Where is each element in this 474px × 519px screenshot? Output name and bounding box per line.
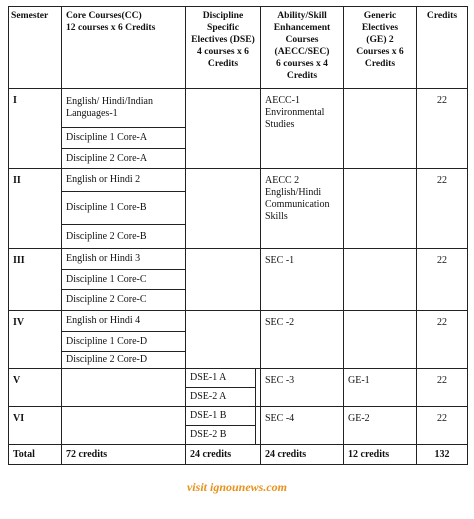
table-row — [9, 249, 468, 311]
dse-course: DSE-2 B — [186, 425, 256, 444]
dse-cell — [186, 89, 261, 169]
core-course: English or Hindi 2 — [66, 174, 141, 185]
header-credits: Credits — [417, 7, 468, 89]
credits-cell: 22 — [417, 249, 468, 311]
dse-course: DSE-1 A — [186, 369, 256, 387]
table-row — [9, 169, 468, 249]
table-row — [9, 407, 468, 445]
dse-cell — [186, 407, 261, 445]
core-course: Discipline 2 Core-C — [62, 289, 185, 310]
core-course: Discipline 1 Core-D — [62, 331, 185, 351]
table-row — [9, 311, 468, 369]
dse-cell — [186, 169, 261, 249]
aecc-cell: AECC 2 English/Hindi Communication Skills — [261, 169, 344, 249]
semester-cell: I — [9, 89, 62, 169]
header-aecc: Ability/Skill Enhancement Courses (AECC/SEC) 6 courses x 4 Credits — [261, 7, 344, 89]
total-row — [9, 445, 468, 465]
aecc-cell: AECC-1 Environmental Studies — [261, 89, 344, 169]
core-cell — [62, 407, 186, 445]
credits-cell: 22 — [417, 89, 468, 169]
course-structure-table — [8, 6, 468, 465]
credits-cell: 22 — [417, 369, 468, 407]
header-dse: Discipline Specific Electives (DSE) 4 courses x 6 Credits — [186, 7, 261, 89]
dse-cell — [186, 249, 261, 311]
core-course: Discipline 1 Core-C — [62, 269, 185, 289]
ge-cell — [344, 249, 417, 311]
core-course: English or Hindi 3 — [66, 253, 141, 264]
header-core: Core Courses(CC) 12 courses x 6 Credits — [62, 7, 186, 89]
semester-cell: III — [9, 249, 62, 311]
core-cell — [62, 311, 186, 369]
total-ge: 12 credits — [344, 445, 417, 465]
total-credits: 132 — [417, 445, 468, 465]
credits-cell: 22 — [417, 169, 468, 249]
footer-watermark: visit ignounews.com — [186, 480, 287, 494]
credits-cell: 22 — [417, 311, 468, 369]
aecc-cell: SEC -1 — [261, 249, 344, 311]
header-ge: Generic Electives (GE) 2 Courses x 6 Credits — [344, 7, 417, 89]
header-row — [9, 7, 468, 89]
semester-cell: II — [9, 169, 62, 249]
dse-course: DSE-2 A — [186, 387, 256, 406]
table-row — [9, 369, 468, 407]
core-cell — [62, 369, 186, 407]
ge-cell — [344, 311, 417, 369]
core-course: Discipline 2 Core-B — [62, 224, 185, 248]
ge-cell — [344, 89, 417, 169]
aecc-cell: SEC -2 — [261, 311, 344, 369]
semester-cell: IV — [9, 311, 62, 369]
total-dse: 24 credits — [186, 445, 261, 465]
dse-course: DSE-1 B — [186, 407, 256, 425]
aecc-cell: SEC -3 — [261, 369, 344, 407]
core-course: English or Hindi 4 — [66, 315, 141, 326]
core-cell — [62, 169, 186, 249]
core-cell — [62, 89, 186, 169]
credits-cell: 22 — [417, 407, 468, 445]
dse-cell — [186, 311, 261, 369]
total-aecc: 24 credits — [261, 445, 344, 465]
core-course: Discipline 2 Core-A — [62, 148, 185, 168]
aecc-cell: SEC -4 — [261, 407, 344, 445]
total-label: Total — [9, 445, 62, 465]
core-course: English/ Hindi/Indian Languages-1 — [66, 96, 153, 119]
core-cell — [62, 249, 186, 311]
dse-cell — [186, 369, 261, 407]
header-semester: Semester — [9, 7, 62, 89]
core-course: Discipline 1 Core-A — [62, 127, 185, 148]
ge-cell: GE-1 — [344, 369, 417, 407]
core-course: Discipline 1 Core-B — [62, 191, 185, 224]
table-row — [9, 89, 468, 169]
semester-cell: VI — [9, 407, 62, 445]
total-core: 72 credits — [62, 445, 186, 465]
ge-cell — [344, 169, 417, 249]
core-course: Discipline 2 Core-D — [62, 351, 185, 368]
ge-cell: GE-2 — [344, 407, 417, 445]
semester-cell: V — [9, 369, 62, 407]
